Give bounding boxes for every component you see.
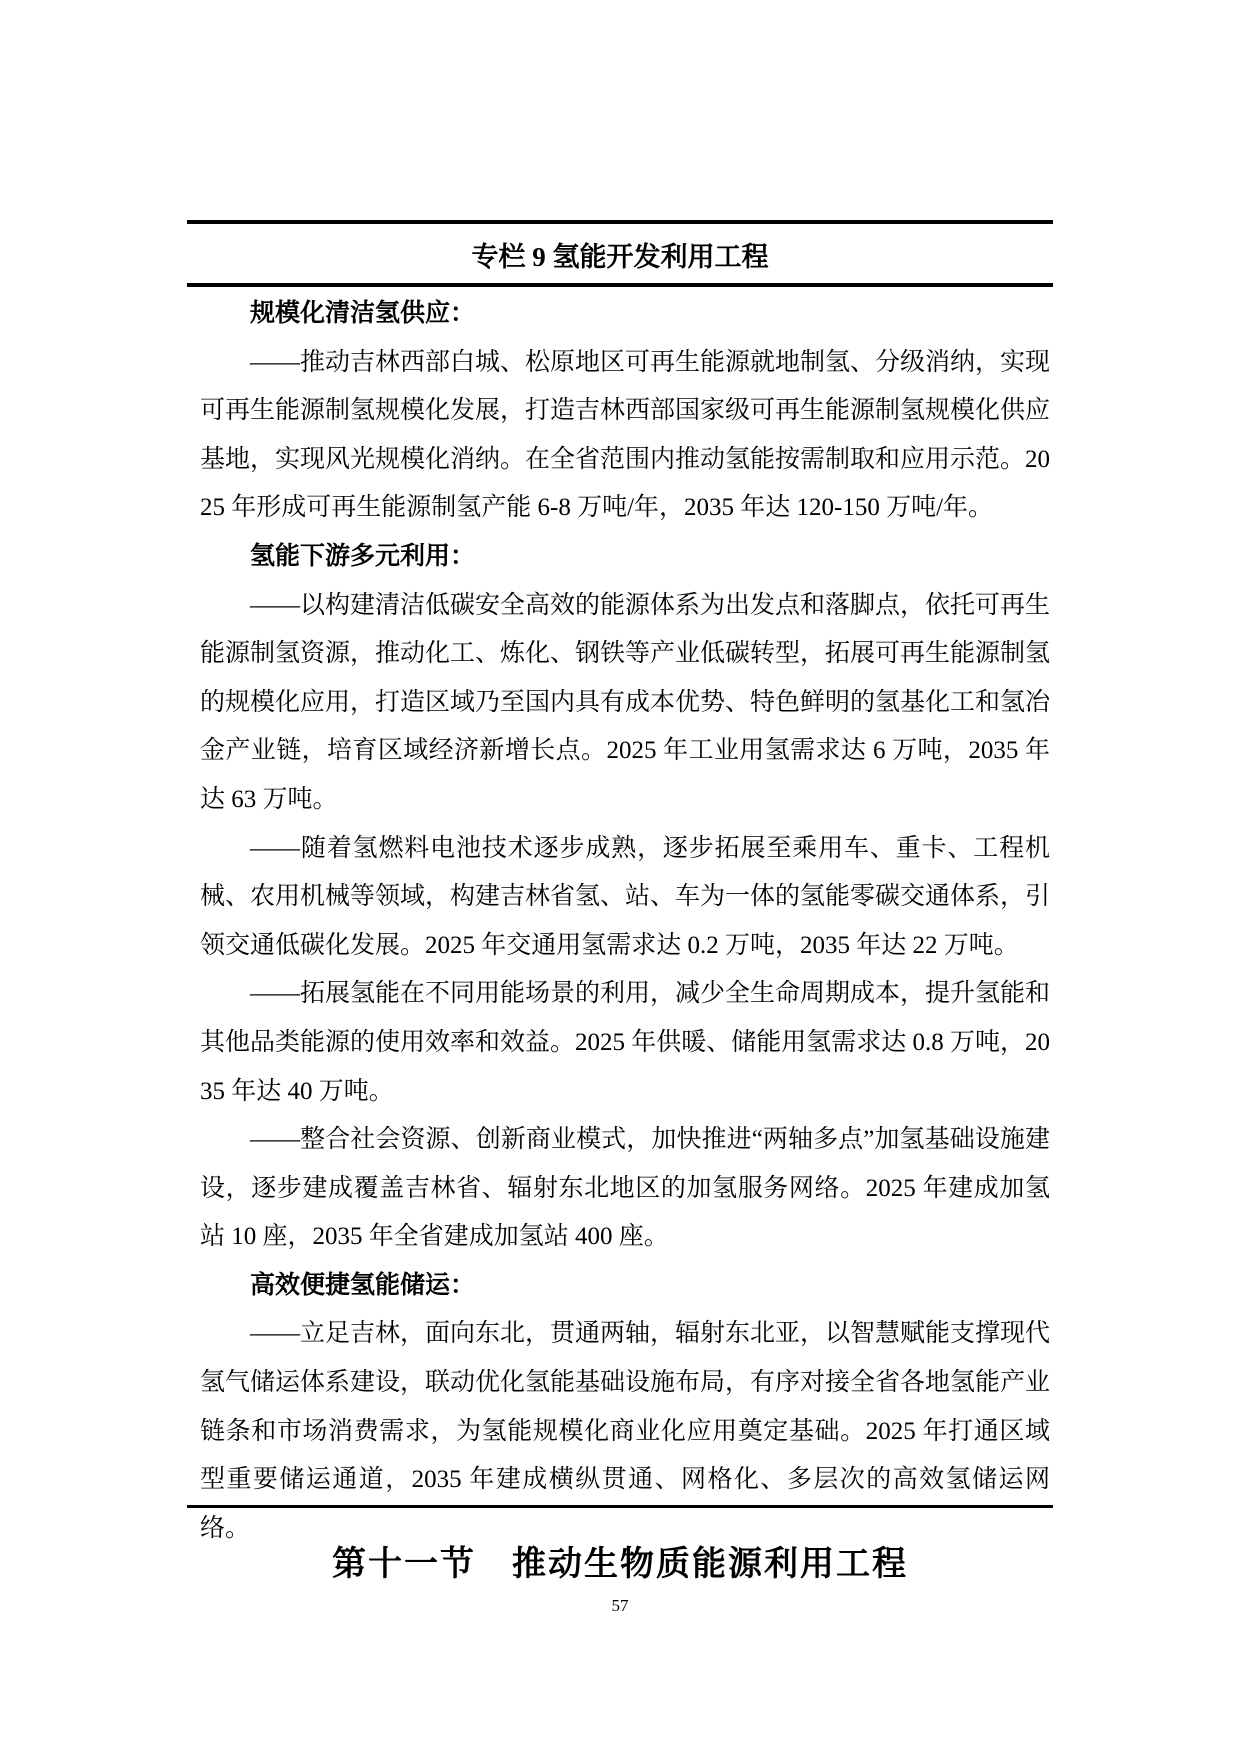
panel-body (187, 287, 1053, 1553)
column-9-box (187, 220, 1053, 1542)
paragraph-clean-hydrogen-supply: ——推动吉林西部白城、松原地区可再生能源就地制氢、分级消纳，实现可再生能源制氢规模化发展，打造吉林西部国家级可再生能源制氢规模化供应基地，实现风光规模化消纳。在全省范围内推动氢能按需制取和应用示范。2025 年形成可再生能源制氢产能 6-8 万吨/年，2035 年达 120-150 万吨/年。 (200, 348, 1051, 522)
paragraph-heating-storage-use: ——拓展氢能在不同用能场景的利用，减少全生命周期成本，提升氢能和其他品类能源的使用效率和效益。2025 年供暖、储能用氢需求达 0.8 万吨，2035 年达 40 万吨。 (200, 980, 1051, 1105)
page-number: 57 (611, 1596, 629, 1615)
subsection-heading-clean-hydrogen-supply: 规模化清洁氢供应： (250, 300, 476, 327)
paragraph-storage-transport: ——立足吉林，面向东北，贯通两轴，辐射东北亚，以智慧赋能支撑现代氢气储运体系建设，联动优化氢能基础设施布局，有序对接全省各地氢能产业链条和市场消费需求，为氢能规模化商业化应用奠定基础。2025 年打通区域型重要储运通道，2035 年建成横纵贯通、网格化、多层次的高效氢储运网络。 (200, 1320, 1051, 1542)
panel-title: 专栏 9 氢能开发利用工程 (187, 224, 1053, 287)
section-heading: 第十一节 推动生物质能源利用工程 (332, 1546, 908, 1583)
paragraph-industry-use: ——以构建清洁低碳安全高效的能源体系为出发点和落脚点，依托可再生能源制氢资源，推动化工、炼化、钢铁等产业低碳转型，拓展可再生能源制氢的规模化应用，打造区域乃至国内具有成本优势、特色鲜明的氢基化工和氢冶金产业链，培育区域经济新增长点。2025 年工业用氢需求达 6 万吨，2035 年达 63 万吨。 (200, 591, 1051, 813)
subsection-heading-hydrogen-storage-transport: 高效便捷氢能储运： (250, 1271, 476, 1299)
paragraph-transport-use: ——随着氢燃料电池技术逐步成熟，逐步拓展至乘用车、重卡、工程机械、农用机械等领域，构建吉林省氢、站、车为一体的氢能零碳交通体系，引领交通低碳化发展。2025 年交通用氢需求达 0.2 万吨，2035 年达 22 万吨。 (200, 834, 1051, 959)
paragraph-refueling-network: ——整合社会资源、创新商业模式，加快推进“两轴多点”加氢基础设施建设，逐步建成覆盖吉林省、辐射东北地区的加氢服务网络。2025 年建成加氢站 10 座，2035 年全省建成加氢站 400 座。 (200, 1126, 1050, 1251)
subsection-heading-downstream-utilization: 氢能下游多元利用： (250, 542, 476, 570)
